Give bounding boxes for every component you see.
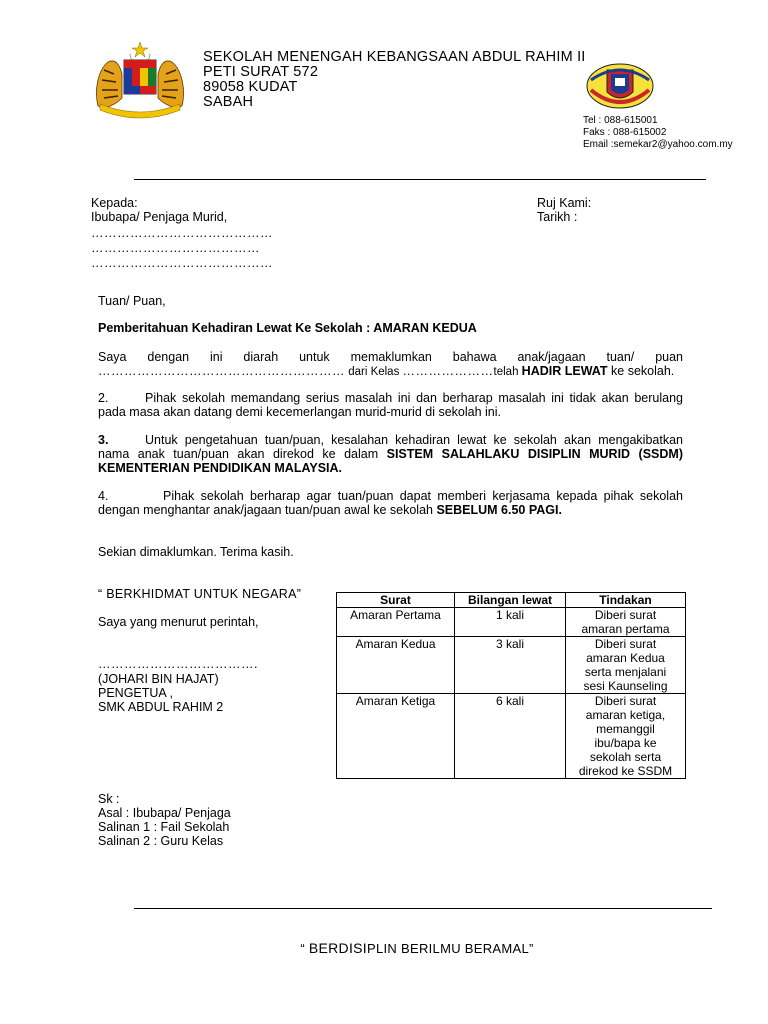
class-label: dari Kelas [345,366,403,378]
paragraph-3-text: Untuk pengetahuan tuan/puan, kesalahan kehadiran lewat ke sekolah akan mengakibatkan nama anak tuan/puan akan direkod ke dalam [98,433,683,461]
signer-name: (JOHARI BIN HAJAT) [98,672,219,686]
tindakan-line: amaran pertama [581,622,670,636]
motto-bold-part: BERDISI [308,940,367,956]
table-row [337,608,686,637]
tindakan-line: amaran ketiga, [585,708,666,722]
tindakan-line: amaran Kedua [586,651,665,665]
school-address-line-2: 89058 KUDAT [203,79,298,95]
school-address-line-3: SABAH [203,94,254,110]
table-cell-surat: Amaran Kedua [337,637,455,694]
cc-copy-2: Salinan 2 : Guru Kelas [98,834,224,848]
table-cell-surat: Amaran Ketiga [337,694,455,779]
table-cell-bilangan: 6 kali [455,694,566,779]
address-line-3: …………………………………… [91,256,273,270]
tindakan-line: sesi Kaunseling [583,679,668,693]
footer-divider [134,908,712,909]
tindakan-line: ibu/bapa ke [594,736,657,750]
signature-blank: ………………………………. [98,657,258,671]
deadline-emphasis: SEBELUM 6.50 PAGI. [436,503,562,517]
header-divider [134,179,706,180]
ssdm-emphasis: SISTEM SALAHLAKU DISIPLIN MURID (SSDM) KEMENTERIAN PENDIDIKAN MALAYSIA. [98,447,683,475]
tindakan-line: sekolah serta [589,750,662,764]
address-line-2: ………………………………… [91,241,260,255]
to-label: Kepada: [91,196,138,210]
tindakan-line: Diberi surat [594,637,657,651]
student-name-blank: ………………………………………………… [98,364,345,378]
paragraph-3-number: 3. [98,433,109,447]
table-row [337,637,686,694]
table-header-bilangan: Bilangan lewat [455,593,566,608]
paragraph-4-text: Pihak sekolah berharap agar tuan/puan dapat memberi kerjasama kepada pihak sekolah dengan menghantar anak/jagaan tuan/puan awal ke sekolah [98,489,683,517]
to-name: Ibubapa/ Penjaga Murid, [91,210,228,224]
motto-rest: PLIN BERILMU BERAMAL” [366,941,534,956]
date-label: Tarikh : [537,210,578,224]
cc-copy-1: Salinan 1 : Fail Sekolah [98,820,230,834]
table-cell-bilangan: 1 kali [455,608,566,637]
table-cell-bilangan: 3 kali [455,637,566,694]
lateness-table [336,592,686,779]
paragraph-4-number: 4. [98,489,109,503]
signer-school: SMK ABDUL RAHIM 2 [98,700,224,714]
late-emphasis: HADIR LEWAT [521,364,608,378]
contact-block [583,115,733,151]
table-cell-tindakan [566,694,686,779]
paragraph-2 [98,391,683,419]
table-header-tindakan: Tindakan [566,593,686,608]
tindakan-line: serta menjalani [584,665,667,679]
table-header-surat: Surat [337,593,455,608]
paragraph-1 [98,350,683,379]
ref-label: Ruj Kami: [537,196,592,210]
table-cell-surat: Amaran Pertama [337,608,455,637]
table-header-row [337,593,686,608]
tindakan-line: Diberi surat [594,608,657,622]
letter-subject [98,321,477,335]
paragraph-1-line-1: Saya dengan ini diarah untuk memaklumkan bahawa anak/jagaan tuan/ puan [98,350,683,364]
motto-open: “ [300,941,309,956]
tindakan-line: Diberi surat [594,694,657,708]
malaysia-coat-of-arms-logo [90,40,190,120]
tindakan-line: memanggil [596,722,655,736]
school-motto [0,940,768,956]
school-address-line-1: PETI SURAT 572 [203,64,319,80]
paragraph-2-number: 2. [98,391,109,405]
recipient-block [91,196,273,270]
class-blank: ………………… [402,364,494,378]
subject-text: Pemberitahuan Kehadiran Lewat Ke Sekolah : AMARAN KEDUA [98,321,477,335]
telephone: Tel : 088-615001 [583,115,658,126]
telah-text: telah [493,366,522,378]
paragraph-1-line-2 [98,364,683,379]
paragraph-2-text: Pihak sekolah memandang serius masalah ini dan berharap masalah ini tidak akan berulang pada masa akan datang demi kecemerlangan murid-murid di sekolah ini. [98,391,683,419]
paragraph-1-end: ke sekolah. [607,364,675,378]
table-row [337,694,686,779]
tindakan-line: direkod ke SSDM [578,764,673,778]
email: Email :semekar2@yahoo.com.my [583,139,733,150]
carbon-copy-block [98,792,231,848]
school-name: SEKOLAH MENENGAH KEBANGSAAN ABDUL RAHIM II [203,49,586,65]
signer-position: PENGETUA , [98,686,174,700]
table-cell-tindakan [566,637,686,694]
school-crest-logo [585,60,655,112]
table-cell-tindakan [566,608,686,637]
service-motto: “ BERKHIDMAT UNTUK NEGARA” [98,587,302,601]
salutation: Tuan/ Puan, [98,294,166,308]
fax: Faks : 088-615002 [583,127,667,138]
closing-line: Sekian dimaklumkan. Terima kasih. [98,545,294,559]
school-address-block [203,50,586,110]
paragraph-4 [98,489,683,517]
address-line-1: …………………………………… [91,226,273,240]
obedient-line: Saya yang menurut perintah, [98,615,259,629]
reference-block [537,196,591,224]
paragraph-3 [98,433,683,475]
signature-block [98,657,258,714]
cc-original: Asal : Ibubapa/ Penjaga [98,806,231,820]
lateness-table-wrapper [336,592,686,779]
cc-label: Sk : [98,792,120,806]
